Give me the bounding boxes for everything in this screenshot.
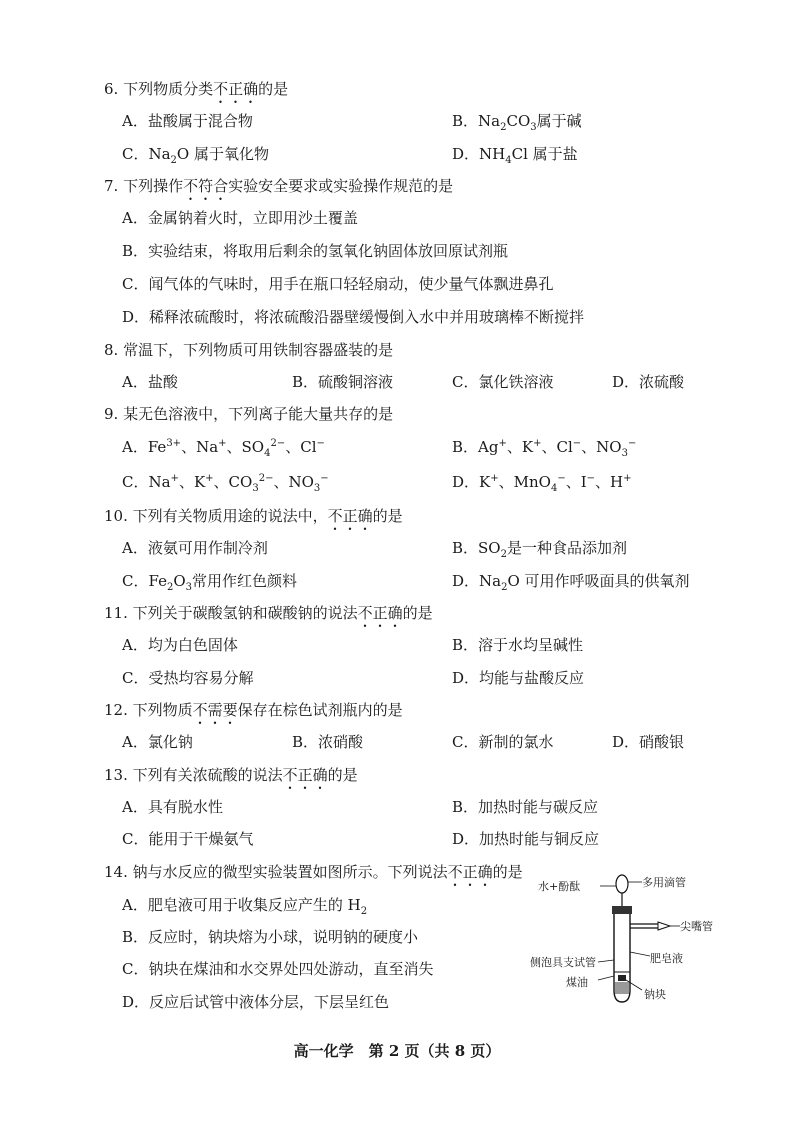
q13-option-b: B．加热时能与碳反应 [452,798,599,816]
question-6-stem: 6. 下列物质分类不正确的是 [104,80,289,98]
q9-option-d: D．K+、MnO$_4$−、I−、H+ [452,473,632,494]
q9-option-b: B．Ag+、K+、Cl−、$NO_3^-$ [452,438,637,459]
question-12-stem: 12. 下列物质不需要保存在棕色试剂瓶内的是 [104,701,403,719]
label-tube: 侧泡具支试管 [530,956,596,969]
q13-option-c: C．能用于干燥氨气 [122,830,254,848]
q10-option-c: C．$Fe_2O_3$常用作红色颜料 [122,572,298,593]
q6-option-a: A．盐酸属于混合物 [122,112,253,130]
q11-option-d: D．均能与盐酸反应 [452,669,585,687]
q9-option-c: C．Na+、K+、$CO_3^{2-}$、$NO_3^-$ [122,473,329,494]
q8-option-b: B．硫酸铜溶液 [292,373,394,391]
question-14-stem: 14. 钠与水反应的微型实验装置如图所示。下列说法不正确的是 [104,863,523,881]
label-sodium: 钠块 [644,988,666,1001]
label-kerosene: 煤油 [566,976,588,989]
q6-option-b: B．$Na_2CO_3$属于碱 [452,112,582,133]
q8-option-c: C．氯化铁溶液 [452,373,554,391]
q6-option-d: D．$NH_4Cl$ 属于盐 [452,145,578,166]
q11-option-c: C．受热均容易分解 [122,669,254,687]
q13-option-d: D．加热时能与铜反应 [452,830,600,848]
q6-option-c: C．$Na_2O$ 属于氧化物 [122,145,269,166]
question-9-stem: 9. 某无色溶液中，下列离子能大量共存的是 [104,405,394,423]
question-13-stem: 13. 下列有关浓硫酸的说法不正确的是 [104,766,358,784]
question-8-stem: 8. 常温下，下列物质可用铁制容器盛装的是 [104,341,394,359]
label-soap: 肥皂液 [650,952,683,965]
question-7-stem: 7. 下列操作不符合实验安全要求或实验操作规范的是 [104,177,454,195]
q12-option-c: C．新制的氯水 [452,733,554,751]
label-water-phenol: 水+酚酞 [538,880,581,893]
stopper [612,906,632,914]
q13-option-a: A．具有脱水性 [122,798,223,816]
q12-option-a: A．氯化钠 [122,733,193,751]
q14-option-b: B．反应时，钠块熔为小球，说明钠的硬度小 [122,928,419,946]
q14-option-a: A．肥皂液可用于收集反应产生的 $H_2$ [122,896,368,917]
q7-option-b: B．实验结束，将取用后剩余的氢氧化钠固体放回原试剂瓶 [122,242,509,260]
sodium-block [618,975,626,981]
q8-option-d: D．浓硫酸 [612,373,685,391]
q7-option-c: C．闻气体的气味时，用手在瓶口轻轻扇动，使少量气体飘进鼻孔 [122,275,554,293]
q8-option-a: A．盐酸 [122,373,178,391]
water-layer [615,982,629,994]
q12-option-d: D．硝酸银 [612,733,685,751]
q14-option-d: D．反应后试管中液体分层，下层呈红色 [122,993,390,1011]
label-nozzle: 尖嘴管 [680,920,713,933]
q12-option-b: B．浓硝酸 [292,733,364,751]
question-10-stem: 10. 下列有关物质用途的说法中，不正确的是 [104,507,403,525]
q11-option-a: A．均为白色固体 [122,636,238,654]
q7-option-a: A．金属钠着火时，立即用沙土覆盖 [122,209,358,227]
q7-option-d: D．稀释浓硫酸时，将浓硫酸沿器壁缓慢倒入水中并用玻璃棒不断搅拌 [122,308,585,326]
page-footer: 高一化学 第 2 页（共 8 页） [293,1042,501,1060]
q14-option-c: C．钠块在煤油和水交界处四处游动，直至消失 [122,960,434,978]
q10-option-b: B．$SO_2$是一种食品添加剂 [452,539,627,560]
q11-option-b: B．溶于水均呈碱性 [452,636,584,654]
q9-option-a: A．$Fe^{3+}$、Na+、$SO_4^{2-}$、Cl− [122,438,325,459]
q10-option-d: D．$Na_2O$ 可用作呼吸面具的供氧剂 [452,572,690,593]
dropper-bulb [616,875,628,893]
label-dropper: 多用滴管 [642,876,686,889]
apparatus-figure [530,872,730,1017]
q10-option-a: A．液氨可用作制冷剂 [122,539,268,557]
nozzle [658,922,670,930]
question-11-stem: 11. 下列关于碳酸氢钠和碳酸钠的说法不正确的是 [104,604,433,622]
